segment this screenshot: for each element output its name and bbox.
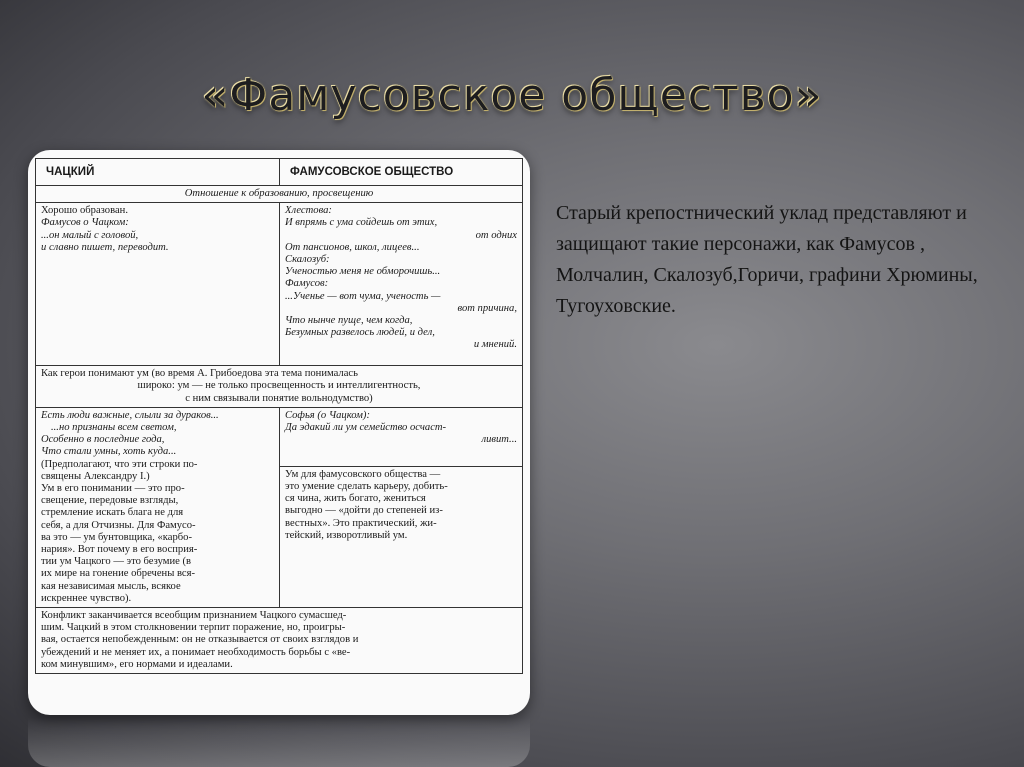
text-line: Ум в его понимании — это про- <box>41 483 185 495</box>
table-row <box>36 608 523 674</box>
text-line: Скалозуб: <box>285 254 330 266</box>
text-line: широко: ум — не только просвещенность и интеллигентность, <box>137 380 421 392</box>
slide-description: Старый крепостнический уклад представляют и защищают такие персонажи, как Фамусов , Молчалин, Скалозуб,Горичи, графини Хрюмины, Тугоуховские. <box>556 202 978 317</box>
text-line: убеждений и не меняет их, а понимает необходимость борьбы с «ве- <box>41 646 351 658</box>
slide-title: «Фамусовское общество» <box>201 70 823 121</box>
text-line: нария». Вот почему в его восприя- <box>41 544 198 556</box>
text-line: священы Александру I.) <box>41 470 150 482</box>
text-line: тии ум Чацкого — это безумие (в <box>41 556 191 568</box>
text-line: их мире на гонение обречены вся- <box>41 568 196 580</box>
text-line: Фамусов: <box>285 278 329 290</box>
cell-chatsky-mind <box>36 407 280 607</box>
text-line: ...Ученье — вот чума, ученость — <box>285 290 441 302</box>
text-line: Хлестова: <box>285 205 332 217</box>
text-line: Есть люди важные, слыли за дураков... <box>41 409 219 421</box>
text-line: шим. Чацкий в этом столкновении терпит поражение, но, проигры- <box>41 622 346 634</box>
text-line: стремление искать блага не для <box>41 507 184 519</box>
table-row <box>36 366 523 408</box>
text-line: выгодно — «дойти до степеней из- <box>285 505 443 517</box>
text-line: Особенно в последние года, <box>41 434 165 446</box>
cell-sofya-quote <box>280 407 523 466</box>
text-line: искреннее чувство). <box>41 592 132 604</box>
cell-chatsky-education <box>36 203 280 366</box>
text-line: (Предполагают, что эти строки по- <box>41 458 198 470</box>
comparison-table <box>35 158 523 674</box>
text-line: и мнений. <box>473 339 517 351</box>
text-line: От пансионов, школ, лицеев... <box>285 241 420 253</box>
text-line: ...но признаны всем светом, <box>51 422 177 434</box>
section-mind <box>36 366 523 408</box>
text-line: ...он малый с головой, <box>41 229 139 241</box>
table-reflection <box>28 718 530 767</box>
table-row <box>36 203 523 366</box>
header-famusov-society: ФАМУСОВСКОЕ ОБЩЕСТВО <box>280 159 523 186</box>
text-line: это умение сделать карьеру, добить- <box>285 481 448 493</box>
cell-society-education <box>280 203 523 366</box>
text-line: и славно пишет, переводит. <box>41 241 169 253</box>
text-line: вестных». Это практический, жи- <box>285 517 437 529</box>
text-line: ком минувшим», его нормами и идеалами. <box>41 658 233 670</box>
table-row <box>36 186 523 203</box>
text-line: Фамусов о Чацком: <box>41 217 129 229</box>
text-line: Ум для фамусовского общества — <box>285 468 441 480</box>
text-line: Ученостью меня не обморочишь... <box>285 266 441 278</box>
text-line: Конфликт заканчивается всеобщим признанием Чацкого сумасшед- <box>41 610 347 622</box>
header-chatsky: ЧАЦКИЙ <box>36 159 280 186</box>
text-line: с ним связывали понятие вольнодумство) <box>185 392 373 404</box>
text-line: Что стали умны, хоть куда... <box>41 446 177 458</box>
text-line: ливит... <box>481 434 517 446</box>
table-header-row <box>36 159 523 186</box>
text-line: Хорошо образован. <box>41 205 128 217</box>
cell-conclusion <box>36 608 523 674</box>
text-line: Да эдакий ли ум семейство осчаст- <box>285 422 447 434</box>
text-line: И впрямь с ума сойдешь от этих, <box>285 217 438 229</box>
text-line: Софья (о Чацком): <box>285 409 370 421</box>
comparison-table-image <box>28 150 530 715</box>
text-line: свещение, передовые взгляды, <box>41 495 179 507</box>
text-line: ва это — ум бунтовщика, «карбо- <box>41 531 192 543</box>
text-line: от одних <box>475 229 517 241</box>
text-line: Как герои понимают ум (во время А. Грибоедова эта тема понималась <box>41 368 358 380</box>
text-line: себя, а для Отчизны. Для Фамусо- <box>41 519 196 531</box>
text-line: вая, остается непобежденным: он не отказывается от своих взглядов и <box>41 634 359 646</box>
text-line: Безумных развелось людей, и дел, <box>285 327 435 339</box>
text-line: тейский, изворотливый ум. <box>285 529 408 541</box>
text-line: кая независимая мысль, всякое <box>41 580 181 592</box>
section-education: Отношение к образованию, просвещению <box>36 186 523 203</box>
table-row <box>36 407 523 466</box>
cell-society-mind <box>280 466 523 607</box>
text-line: вот причина, <box>457 302 517 314</box>
text-line: Что нынче пуще, чем когда, <box>285 315 413 327</box>
text-line: ся чина, жить богато, жениться <box>285 493 426 505</box>
